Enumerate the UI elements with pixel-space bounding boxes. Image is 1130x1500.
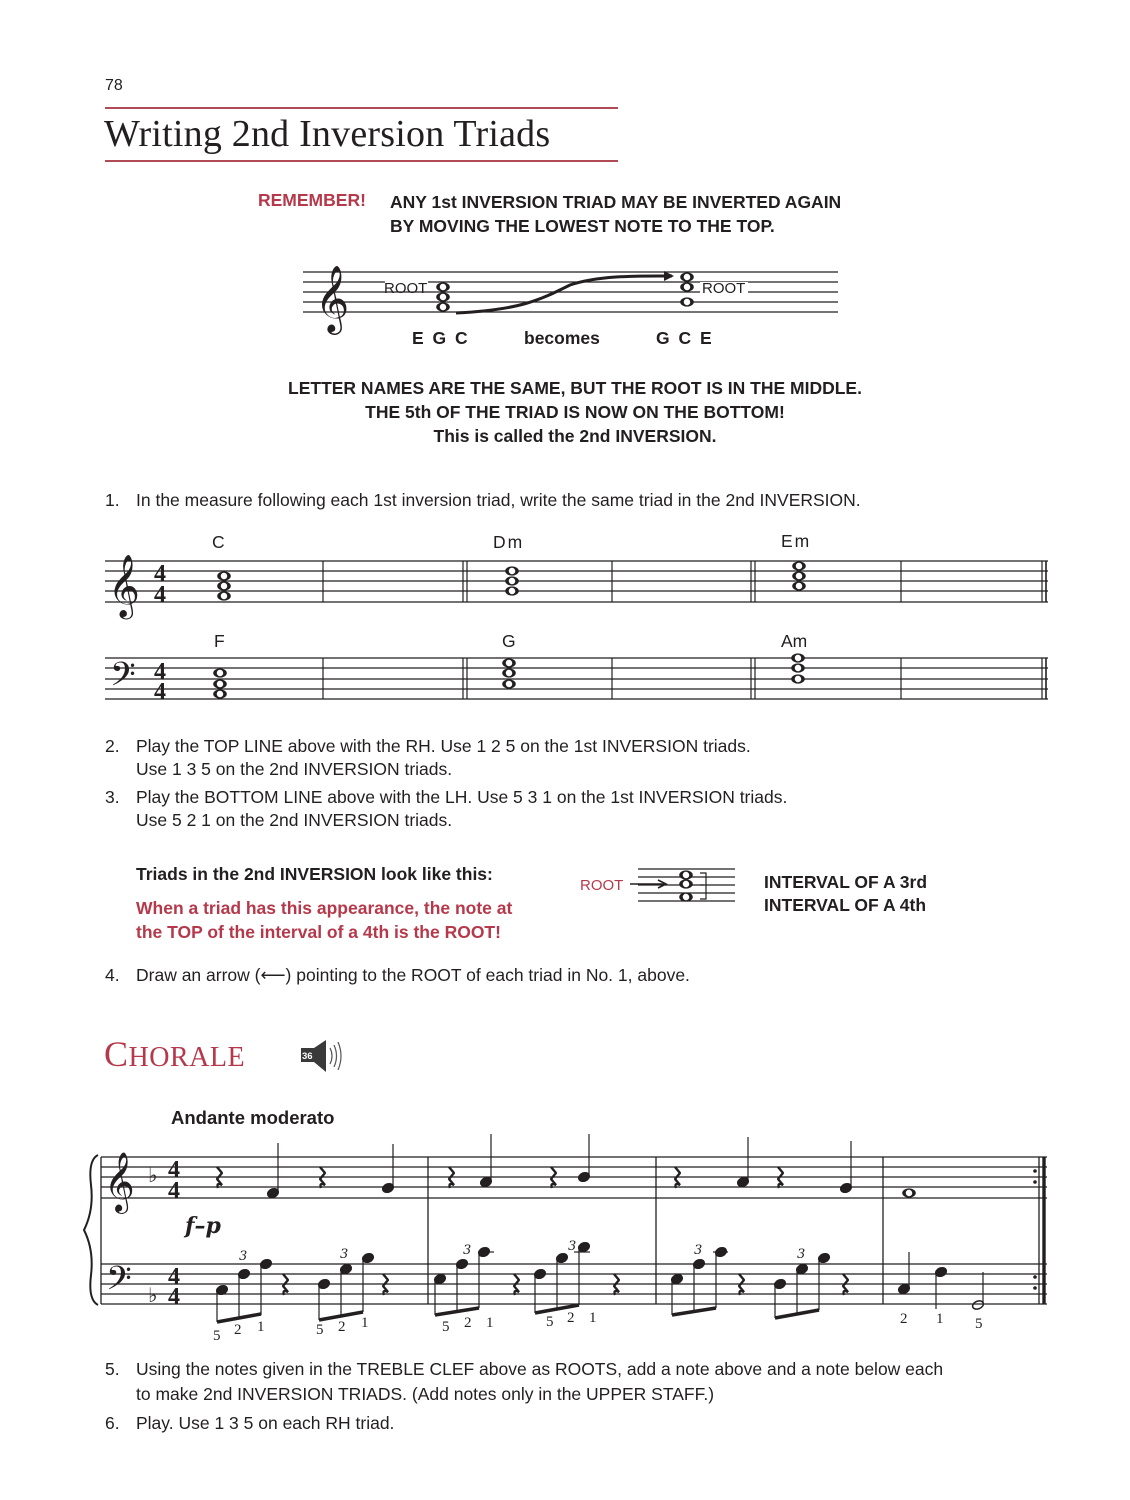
chord-em: [792, 561, 806, 590]
chorale-time-signature: [168, 1157, 180, 1310]
chord-am: [791, 653, 805, 683]
chord-f: [213, 668, 227, 698]
chord-label-f: F: [214, 631, 225, 651]
instruction-5: 5. Using the notes given in the TREBLE CLEF above as ROOTS, add a note above and a note below each to make 2nd INVERSION TRIADS. (Add notes only in the UPPER STAFF.): [105, 1359, 944, 1404]
treble-clef-icon: 𝄞: [108, 554, 140, 617]
svg-text:3: 3: [239, 1249, 248, 1264]
tip-chord: [679, 870, 693, 901]
chorale-barlines: [101, 1157, 1044, 1304]
bass-arpeggios: [215, 1241, 984, 1322]
svg-text:1: 1: [486, 1315, 494, 1331]
chord-label-dm: Dm: [493, 532, 525, 552]
root-label-left: ROOT: [384, 280, 428, 297]
svg-text:2: 2: [234, 1322, 242, 1338]
svg-text:1: 1: [257, 1319, 265, 1335]
svg-text:4: 4: [168, 1178, 180, 1204]
tempo-marking: Andante moderato: [171, 1107, 335, 1128]
svg-text:5: 5: [975, 1316, 983, 1332]
page-number: 78: [105, 77, 123, 94]
svg-text:3: 3: [568, 1239, 577, 1254]
svg-text:4: 4: [154, 679, 166, 705]
svg-text:3: 3: [797, 1247, 806, 1262]
root-label-right: ROOT: [702, 280, 746, 297]
tip-note: When a triad has this appearance, the note at the TOP of the interval of a 4th is the ROOT!: [136, 898, 513, 942]
chorale-title: CHORALE: [104, 1034, 246, 1074]
instruction-2: 2. Play the TOP LINE above with the RH. Use 1 2 5 on the 1st INVERSION triads. Use 1 3 5 on the 2nd INVERSION triads.: [105, 736, 751, 779]
bass-clef-icon: 𝄢: [110, 656, 136, 702]
svg-text:4: 4: [168, 1264, 180, 1290]
instruction-4: 4. Draw an arrow (⟵) pointing to the ROOT of each triad in No. 1, above.: [105, 965, 690, 985]
svg-text:1: 1: [936, 1311, 944, 1327]
exercise-bass-staff: [105, 658, 1048, 699]
example-chord-before: [436, 282, 450, 311]
tip-root-label: ROOT: [580, 877, 624, 894]
treble-whole-note: [902, 1188, 916, 1197]
audio-track-icon[interactable]: [301, 1040, 341, 1072]
remember-line-2: BY MOVING THE LOWEST NOTE TO THE TOP.: [390, 216, 775, 236]
svg-text:5: 5: [442, 1319, 450, 1335]
notes-before: E G C: [412, 328, 468, 348]
brace-icon: [84, 1155, 98, 1305]
exercise-treble-staff: [105, 561, 1048, 602]
svg-text:3: 3: [340, 1247, 349, 1262]
svg-text:5: 5: [213, 1328, 221, 1344]
svg-text:5: 5: [546, 1314, 554, 1330]
svg-text:4: 4: [168, 1157, 180, 1183]
svg-text:1: 1: [361, 1315, 369, 1331]
tip-intervals: [764, 871, 927, 917]
svg-text:2: 2: [464, 1315, 472, 1331]
treble-clef-icon: 𝄞: [104, 1152, 135, 1212]
chord-label-c: C: [212, 532, 225, 552]
key-signature-flat: [148, 1163, 157, 1307]
treble-clef-icon: 𝄞: [315, 264, 350, 332]
svg-text:2: 2: [567, 1310, 575, 1326]
chord-g: [502, 658, 516, 688]
explanation-line-2: THE 5th OF THE TRIAD IS NOW ON THE BOTTOM!: [365, 402, 785, 422]
chord-dm: [505, 566, 519, 595]
svg-text:4: 4: [154, 561, 166, 587]
svg-text:2: 2: [338, 1319, 346, 1335]
instruction-1: 1. In the measure following each 1st inversion triad, write the same triad in the 2nd INVERSION.: [105, 490, 861, 510]
chord-label-g: G: [502, 631, 516, 651]
instruction-3: 3. Play the BOTTOM LINE above with the LH. Use 5 3 1 on the 1st INVERSION triads. Use 5 2 1 on the 2nd INVERSION triads.: [105, 787, 788, 830]
svg-text:4: 4: [154, 659, 166, 685]
notes-after: G C E: [656, 328, 712, 348]
explanation-line-3: This is called the 2nd INVERSION.: [433, 426, 717, 446]
tip-heading: Triads in the 2nd INVERSION look like this:: [136, 864, 493, 884]
interval-3rd-label: INTERVAL OF A 3rd: [764, 872, 928, 892]
svg-text:♭: ♭: [148, 1163, 158, 1187]
svg-text:4: 4: [168, 1284, 180, 1310]
time-signature: [154, 561, 166, 608]
svg-text:3: 3: [463, 1243, 472, 1258]
explanation-line-1: LETTER NAMES ARE THE SAME, BUT THE ROOT IS IN THE MIDDLE.: [288, 378, 862, 398]
becomes-label: becomes: [524, 328, 600, 348]
svg-text:4: 4: [154, 582, 166, 608]
chord-c: [217, 571, 231, 600]
remember-label: REMEMBER!: [258, 190, 366, 210]
chord-label-em: Em: [781, 531, 812, 551]
page-title: Writing 2nd Inversion Triads: [104, 113, 551, 155]
lh-fingering: [213, 1310, 983, 1344]
svg-text:1: 1: [589, 1310, 597, 1326]
explanation: [0, 376, 1130, 448]
svg-text:36: 36: [302, 1051, 313, 1062]
instruction-6: 6. Play. Use 1 3 5 on each RH triad.: [105, 1413, 395, 1433]
svg-text:3: 3: [694, 1243, 703, 1258]
svg-text:2: 2: [900, 1311, 908, 1327]
example-chord-after: [680, 272, 694, 306]
chord-label-am: Am: [781, 631, 808, 651]
svg-text:♭: ♭: [148, 1283, 158, 1307]
svg-text:5: 5: [316, 1322, 324, 1338]
interval-4th-label: INTERVAL OF A 4th: [764, 895, 927, 915]
dynamics-marking: f–p: [185, 1213, 221, 1239]
remember-line-1: ANY 1st INVERSION TRIAD MAY BE INVERTED AGAIN: [390, 192, 842, 212]
bass-clef-icon: 𝄢: [106, 1260, 132, 1306]
